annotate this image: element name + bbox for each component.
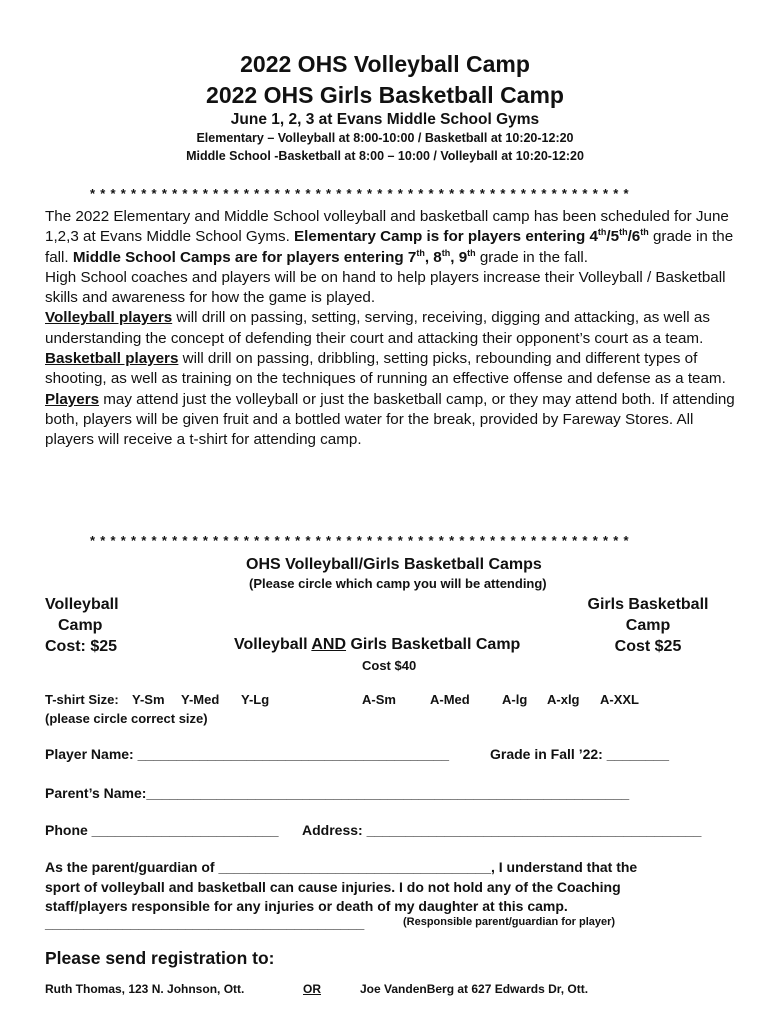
intro-text — [45, 207, 735, 451]
both-camps-cost: Cost $40 — [362, 658, 417, 673]
tshirt-size-option[interactable]: A-lg — [502, 692, 528, 707]
parent-name-field[interactable]: Parent’s Name:______________________________________________________________ — [45, 785, 630, 801]
tshirt-size-option[interactable]: Y-Sm — [132, 692, 165, 707]
camps-subheading: (Please circle which camp you will be attending) — [249, 576, 547, 591]
middle-school-schedule: Middle School -Basketball at 8:00 – 10:00 / Volleyball at 10:20-12:20 — [186, 149, 584, 163]
players-paragraph: Players may attend just the volleyball or just the basketball camp, or they may attend both. If attending both, players will be given fruit and a bottled water for the break, provided by Fareway Stores. All players will receive a t-shirt for attending camp. — [45, 390, 735, 449]
elementary-schedule: Elementary – Volleyball at 8:00-10:00 / Basketball at 10:20-12:20 — [196, 131, 574, 145]
camps-heading: OHS Volleyball/Girls Basketball Camps — [246, 556, 542, 573]
volleyball-camp-option[interactable]: Volleyball Camp Cost: $25 — [45, 596, 119, 655]
intro-paragraph-1: The 2022 Elementary and Middle School volleyball and basketball camp has been scheduled for June 1,2,3 at Evans Middle School Gyms. Elementary Camp is for players entering 4th/5th/6th grade in the fall. Middle School Camps are for players entering 7th, 8th, 9th grade in the fall. — [45, 208, 734, 266]
both-camps-option[interactable]: Volleyball AND Girls Basketball Camp — [234, 636, 521, 653]
title-basketball: 2022 OHS Girls Basketball Camp — [206, 82, 564, 108]
grade-field[interactable]: Grade in Fall ’22: ________ — [490, 746, 669, 762]
signature-line[interactable]: _________________________________________ — [45, 915, 365, 931]
divider-bottom: ***************************************************** — [90, 533, 634, 548]
camp-dates: June 1, 2, 3 at Evans Middle School Gyms — [230, 111, 540, 128]
title-volleyball: 2022 OHS Volleyball Camp — [240, 51, 530, 77]
tshirt-size-option[interactable]: A-Sm — [362, 692, 396, 707]
divider-top: ***************************************************** — [90, 186, 634, 201]
player-name-field[interactable]: Player Name: ________________________________________ — [45, 746, 450, 762]
tshirt-size-option[interactable]: Y-Med — [181, 692, 220, 707]
intro-paragraph-2: High School coaches and players will be on hand to help players increase their Volleyball / Basketball skills and awareness for how the game is played. — [45, 268, 726, 307]
tshirt-size-option[interactable]: A-Med — [430, 692, 470, 707]
girls-basketball-camp-option[interactable]: Girls Basketball Camp Cost $25 — [587, 596, 709, 655]
consent-statement: As the parent/guardian of ___________________________________, I understand that the sport of volleyball and basketball can cause injuries. I do not hold any of the Coaching staff/players responsible for any injuries or death of my daughter at this camp. — [45, 859, 638, 914]
tshirt-note: (please circle correct size) — [45, 711, 208, 726]
tshirt-size-option[interactable]: A-XXL — [600, 692, 639, 707]
send-heading: Please send registration to: — [45, 948, 275, 968]
basketball-players-paragraph: Basketball players will drill on passing, dribbling, setting picks, rebounding and different types of shooting, as well as training on the techniques of running an effective offense and defense as a team. — [45, 350, 726, 388]
tshirt-size-option[interactable]: A-xlg — [547, 692, 580, 707]
or-label: OR — [303, 982, 321, 996]
address-ruth: Ruth Thomas, 123 N. Johnson, Ott. — [45, 982, 245, 996]
volleyball-players-paragraph: Volleyball players will drill on passing, setting, serving, receiving, digging and attacking, as well as understanding the concept of defending their court and attacking their opponent’s court as a team. — [45, 309, 710, 347]
tshirt-label: T-shirt Size: — [45, 692, 119, 707]
phone-field[interactable]: Phone ________________________ — [45, 822, 279, 838]
address-field[interactable]: Address: ___________________________________________ — [302, 822, 702, 838]
signature-note: (Responsible parent/guardian for player) — [403, 916, 616, 928]
tshirt-size-option[interactable]: Y-Lg — [241, 692, 270, 707]
address-joe: Joe VandenBerg at 627 Edwards Dr, Ott. — [360, 982, 589, 996]
